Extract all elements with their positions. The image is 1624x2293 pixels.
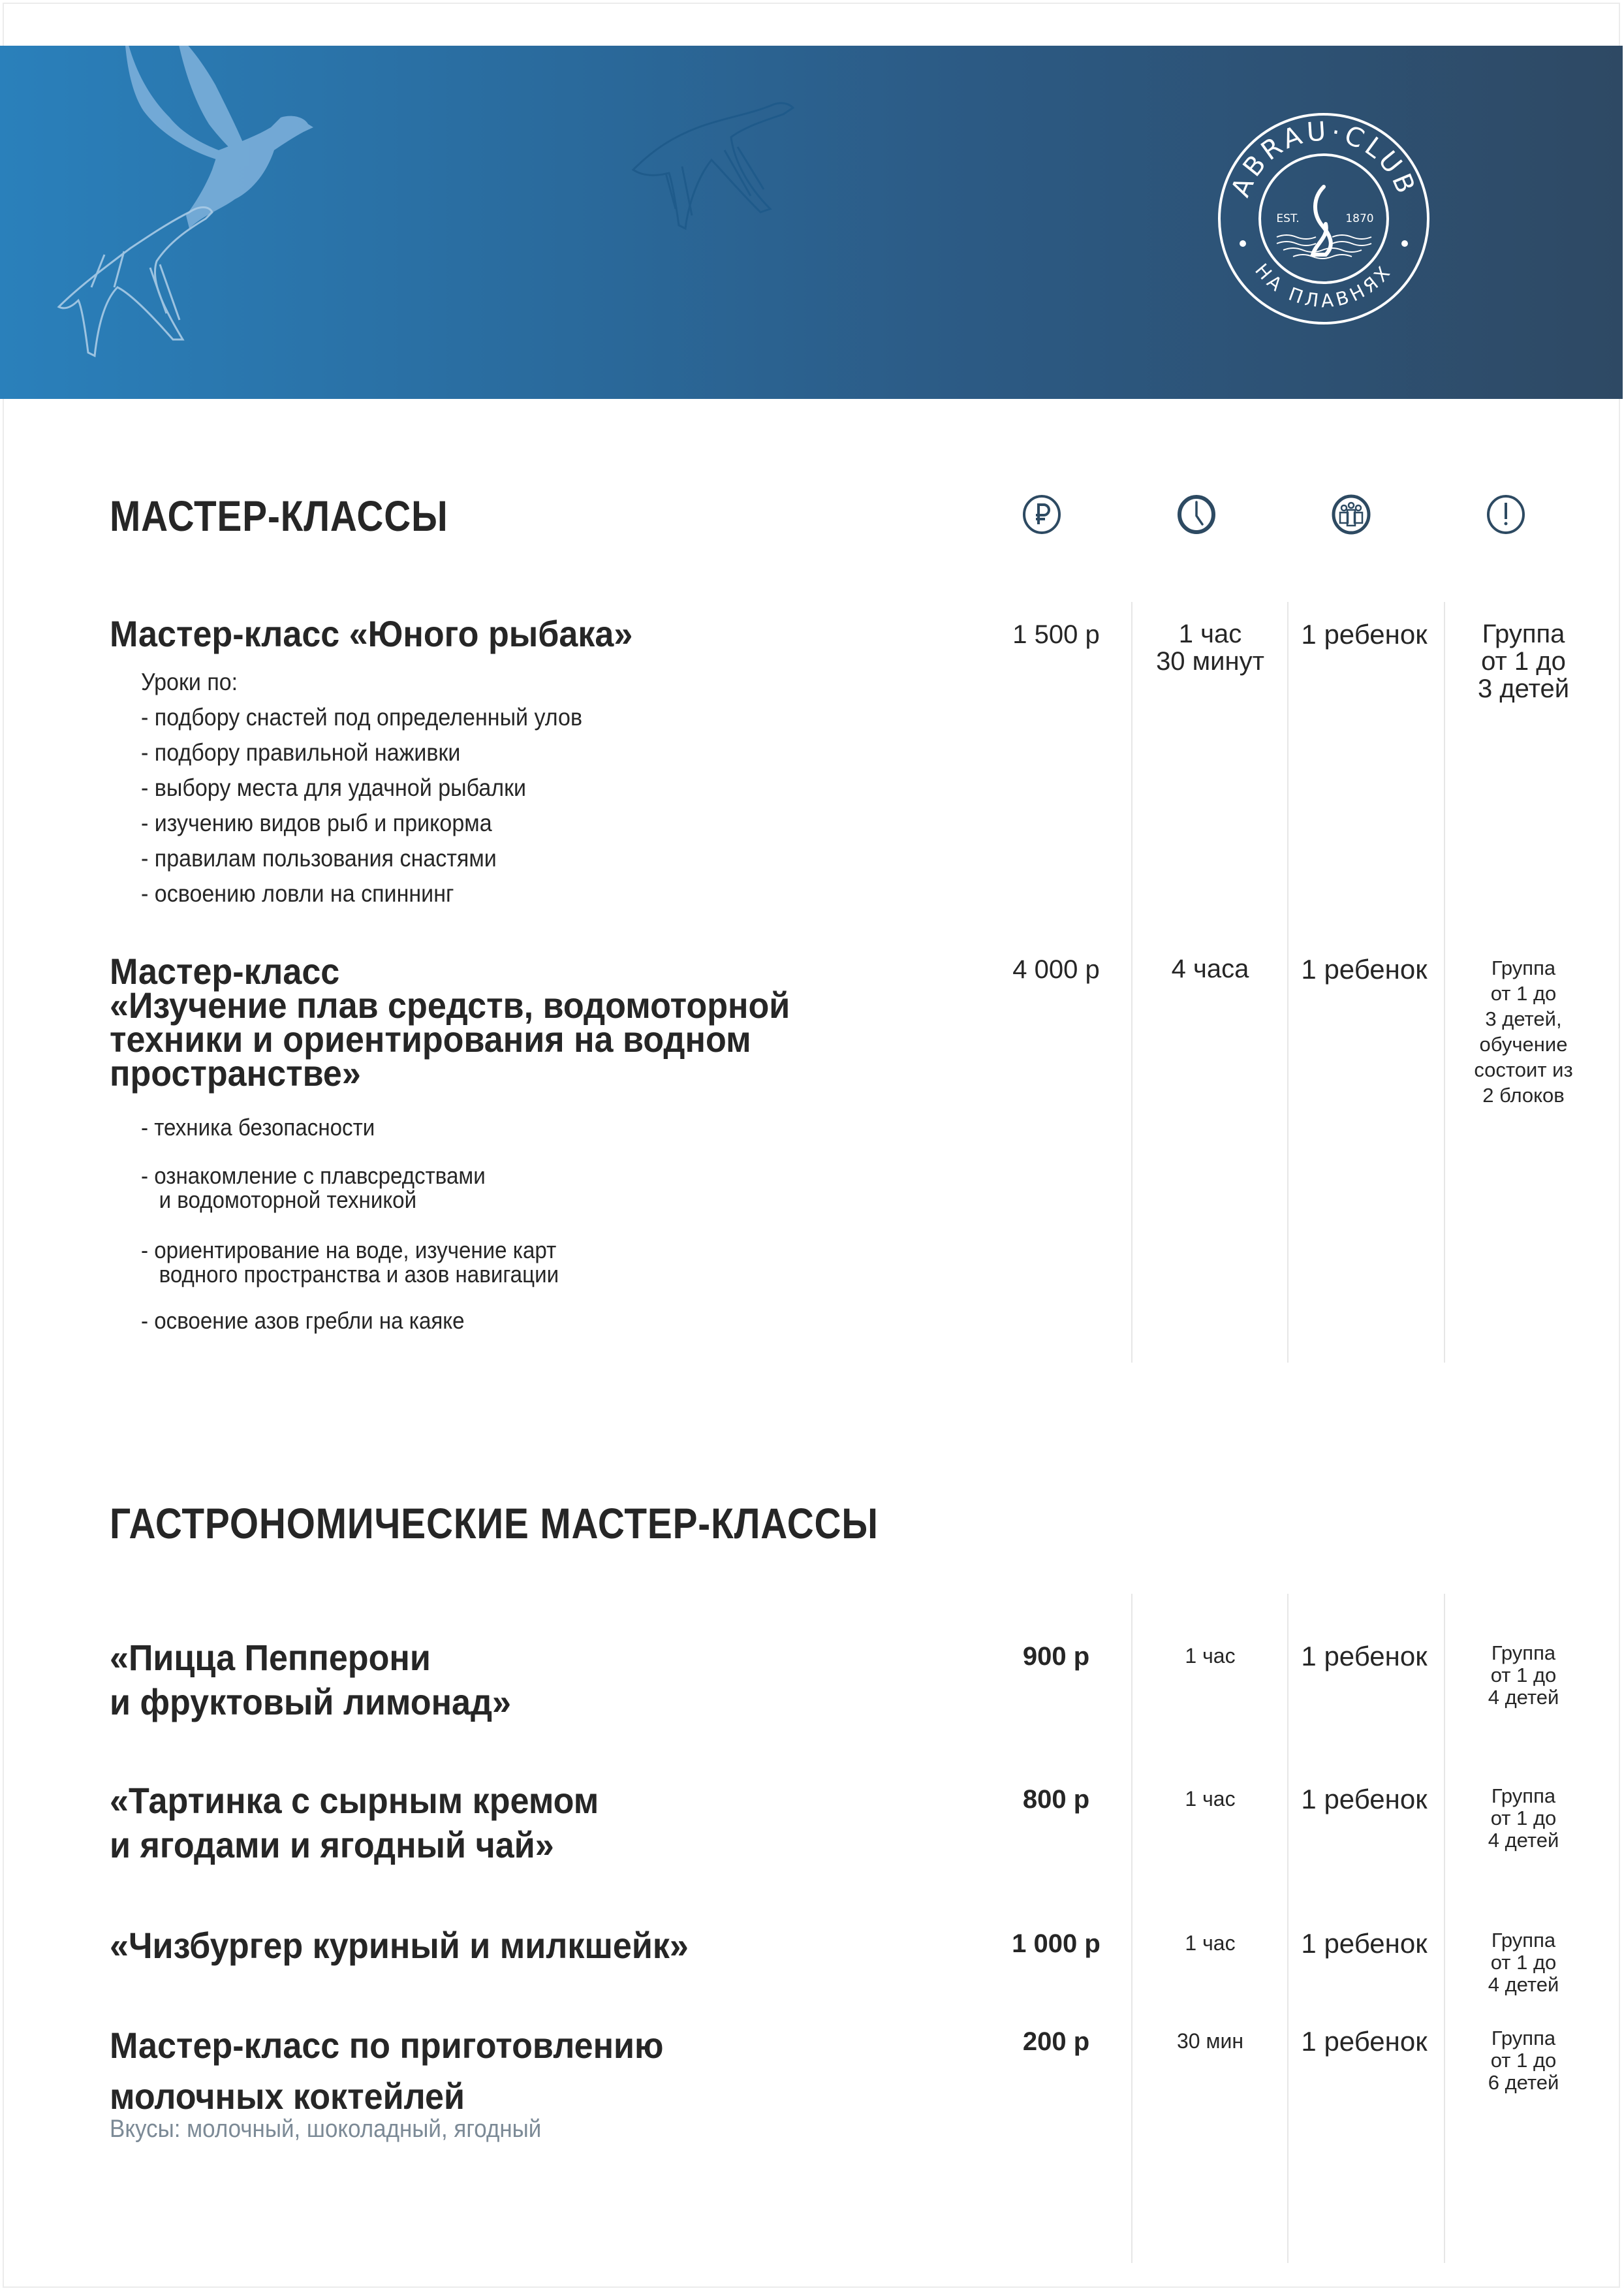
- price: 1 000 р: [1012, 1929, 1101, 1958]
- description-line: - ориентирование на воде, изучение карт водного пространства и азов навигации: [141, 1237, 559, 1288]
- item-title-milkshakes: [110, 2020, 664, 2122]
- title-line: техники и ориентирования на водном: [110, 1019, 751, 1060]
- abrau-club-logo: [1215, 110, 1433, 328]
- description-line: - техника безопасности: [141, 1114, 375, 1141]
- price: 1 500 р: [1012, 620, 1100, 649]
- title-line: молочных коктейлей: [110, 2076, 465, 2117]
- column-divider: [1131, 1594, 1132, 2263]
- item-description-young-fisher: [141, 665, 582, 911]
- section-title-gastronomic: ГАСТРОНОМИЧЕСКИЕ МАСТЕР-КЛАССЫ: [110, 1499, 879, 1547]
- participants: 1 ребенок: [1301, 2026, 1428, 2057]
- group-note: Группа от 1 до 3 детей: [1477, 620, 1570, 703]
- logo-name-bottom: НА ПЛАВНЯХ: [1251, 259, 1397, 312]
- people-icon: [1331, 494, 1371, 535]
- description-line: - правилам пользования снастями: [141, 845, 497, 872]
- title-line: пространстве»: [110, 1052, 361, 1094]
- participants: 1 ребенок: [1301, 1784, 1428, 1814]
- description-line: - выбору места для удачной рыбалки: [141, 774, 527, 801]
- description-line: - освоению ловли на спиннинг: [141, 880, 454, 907]
- group-note: Группа от 1 до 4 детей: [1488, 1784, 1559, 1852]
- group-note: Группа от 1 до 4 детей: [1488, 1641, 1559, 1709]
- column-divider: [1131, 602, 1132, 1363]
- title-line: и фруктовый лимонад»: [110, 1681, 512, 1722]
- price: 900 р: [1022, 1642, 1090, 1671]
- group-note: Группа от 1 до 6 детей: [1488, 2027, 1559, 2094]
- svg-text:НА ПЛАВНЯХ: [1251, 260, 1397, 312]
- description-intro: Уроки по:: [141, 669, 238, 695]
- fish-icon: [1313, 187, 1331, 255]
- duration: 1 час: [1185, 1787, 1236, 1811]
- exclamation-icon: [1486, 494, 1526, 535]
- logo-est: EST.: [1276, 212, 1300, 225]
- title-line: «Пицца Пепперони: [110, 1637, 431, 1678]
- title-line: Мастер-класс по приготовлению: [110, 2025, 664, 2066]
- title-line: и ягодами и ягодный чай»: [110, 1824, 554, 1865]
- item-title-water-navigation: [110, 951, 790, 1094]
- section-title-master-classes: МАСТЕР-КЛАССЫ: [110, 492, 448, 540]
- clock-icon: [1176, 494, 1217, 535]
- price: 800 р: [1022, 1785, 1090, 1814]
- title-line: «Тартинка с сырным кремом: [110, 1780, 599, 1821]
- column-divider: [1287, 1594, 1288, 2263]
- duration: 1 час: [1185, 1644, 1236, 1668]
- description-line: - ознакомление с плавсредствами и водомоторной техникой: [141, 1162, 486, 1213]
- duration: 4 часа: [1171, 955, 1249, 983]
- duck-illustration-right: [627, 98, 822, 242]
- title-line: «Чизбургер куриный и милкшейк»: [110, 1925, 689, 1966]
- title-line: «Изучение плав средств, водомоторной: [110, 985, 790, 1026]
- description-line: - подбору правильной наживки: [141, 739, 461, 766]
- item-title-young-fisher: Мастер-класс «Юного рыбака»: [110, 613, 633, 654]
- duration: 1 час 30 минут: [1156, 620, 1264, 676]
- duration: 1 час: [1185, 1931, 1236, 1955]
- item-title-pizza: [110, 1636, 511, 1724]
- logo-year: 1870: [1345, 212, 1374, 225]
- duration: 30 мин: [1176, 2029, 1244, 2053]
- group-note: Группа от 1 до 4 детей: [1488, 1929, 1559, 1996]
- price: 200 р: [1022, 2027, 1090, 2056]
- group-note: Группа от 1 до 3 детей, обучение состоит из 2 блоков: [1474, 957, 1573, 1107]
- ruble-icon: [1022, 494, 1062, 535]
- description-line: - подбору снастей под определенный улов: [141, 704, 583, 731]
- description-line: - изучению видов рыб и прикорма: [141, 810, 492, 836]
- duck-illustration-left: [52, 189, 274, 359]
- flavors-note: Вкусы: молочный, шоколадный, ягодный: [110, 2115, 542, 2143]
- description-line: - освоение азов гребли на каяке: [141, 1307, 465, 1334]
- logo-name-top: ABRAU·CLUB: [1225, 116, 1422, 202]
- participants: 1 ребенок: [1301, 619, 1428, 650]
- participants: 1 ребенок: [1301, 1641, 1428, 1671]
- title-line: Мастер-класс: [110, 951, 340, 992]
- participants: 1 ребенок: [1301, 954, 1428, 985]
- item-title-tartine: [110, 1779, 599, 1867]
- participants: 1 ребенок: [1301, 1928, 1428, 1959]
- item-title-cheeseburger: [110, 1923, 689, 1968]
- price: 4 000 р: [1012, 955, 1100, 984]
